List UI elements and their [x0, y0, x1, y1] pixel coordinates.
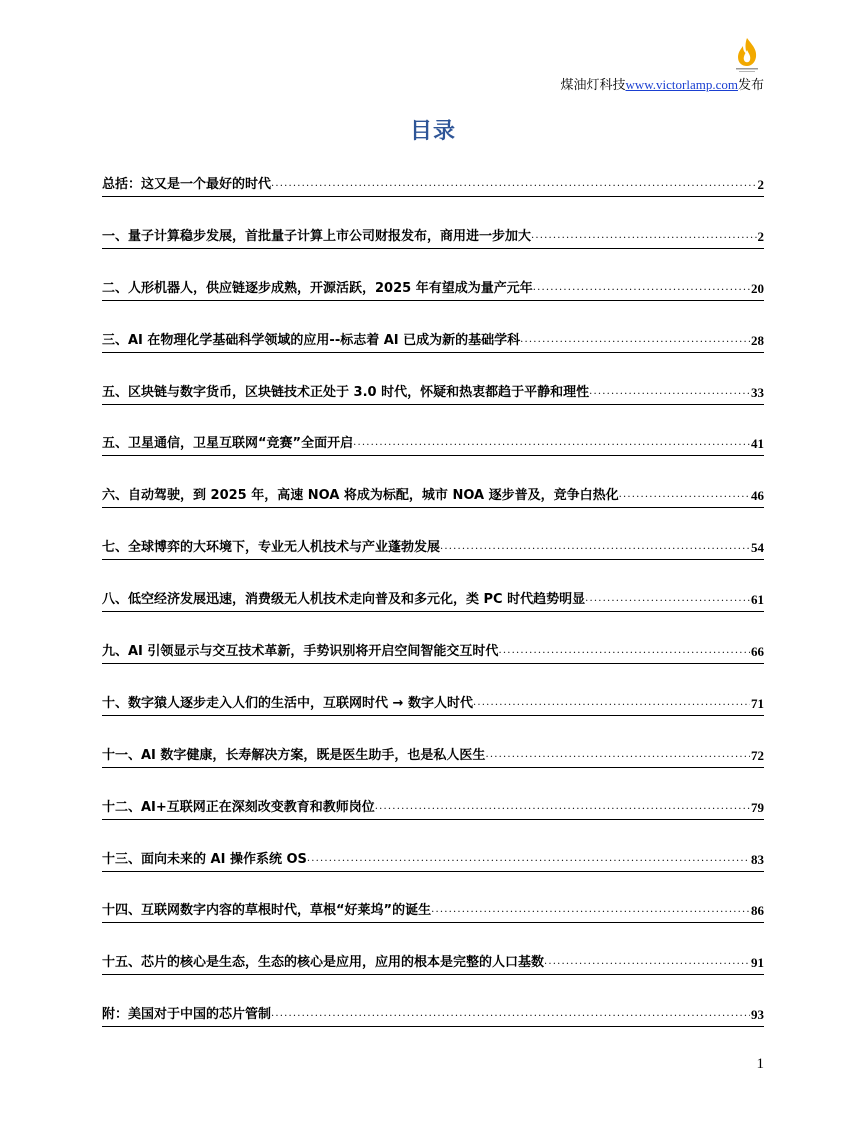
toc-entry-page: 41 — [751, 436, 764, 452]
toc-entry[interactable] — [102, 896, 764, 923]
toc-entry[interactable] — [102, 378, 764, 405]
toc-entry-page: 20 — [751, 280, 764, 296]
toc-entry-title: 总括：这又是一个最好的时代 — [102, 177, 272, 192]
toc-entry-page: 72 — [751, 747, 764, 763]
toc-entry-title: 十二、AI+互联网正在深刻改变教育和教师岗位 — [102, 799, 375, 815]
toc-entry-title: 二、人形机器人，供应链逐步成熟，开源活跃，2025 年有望成为量产元年 — [102, 280, 533, 296]
toc-dot-leader — [307, 850, 750, 871]
toc-entry-title: 十一、AI 数字健康，长寿解决方案，既是医生助手，也是私人医生 — [102, 747, 486, 763]
toc-dot-leader — [531, 227, 756, 248]
toc-entry[interactable] — [102, 793, 764, 820]
toc-entry[interactable] — [102, 689, 764, 716]
toc-dot-leader — [431, 901, 750, 922]
toc-dot-leader — [271, 175, 756, 196]
toc-entry-title: 五、卫星通信，卫星互联网“竞赛”全面开启 — [102, 436, 354, 452]
toc-entry-title: 十四、互联网数字内容的草根时代，草根“好莱坞”的诞生 — [102, 903, 432, 919]
toc-entry[interactable] — [102, 1000, 764, 1027]
toc-dot-leader — [440, 538, 750, 559]
toc-entry-page: 33 — [751, 384, 764, 400]
toc-dot-leader — [375, 798, 750, 819]
toc-dot-leader — [520, 331, 750, 352]
toc-entry[interactable] — [102, 274, 764, 301]
toc-dot-leader — [353, 434, 750, 455]
toc-entry-page: 54 — [751, 540, 764, 556]
publisher-url-link[interactable]: www.victorlamp.com — [625, 77, 738, 92]
toc-dot-leader — [544, 953, 750, 974]
toc-entry[interactable] — [102, 170, 764, 197]
toc-entry[interactable] — [102, 481, 764, 508]
toc-entry[interactable] — [102, 533, 764, 560]
flame-logo-icon — [730, 36, 764, 74]
table-of-contents — [102, 170, 764, 1052]
toc-entry-title: 一、量子计算稳步发展，首批量子计算上市公司财报发布，商用进一步加大 — [102, 228, 532, 244]
toc-entry-page: 91 — [751, 955, 764, 971]
page-title: 目录 — [409, 119, 456, 144]
toc-dot-leader — [498, 642, 750, 663]
toc-dot-leader — [473, 694, 750, 715]
toc-entry[interactable] — [102, 585, 764, 612]
toc-dot-leader — [271, 1005, 750, 1026]
toc-entry-title: 九、AI 引领显示与交互技术革新，手势识别将开启空间智能交互时代 — [102, 644, 499, 660]
toc-entry-title: 十五、芯片的核心是生态，生态的核心是应用，应用的根本是完整的人口基数 — [102, 955, 545, 971]
toc-entry-title: 十三、面向未来的 AI 操作系统 OS — [102, 851, 307, 867]
toc-entry-page: 71 — [751, 695, 764, 711]
toc-entry-page: 61 — [751, 592, 764, 608]
toc-entry-page: 93 — [751, 1007, 764, 1023]
toc-entry-page: 79 — [751, 799, 764, 815]
publisher-name: 煤油灯科技 — [560, 77, 626, 92]
toc-entry-page: 83 — [751, 851, 764, 867]
toc-dot-leader — [485, 746, 750, 767]
toc-dot-leader — [533, 279, 750, 300]
toc-dot-leader — [585, 590, 750, 611]
toc-entry-page: 46 — [751, 488, 764, 504]
toc-entry[interactable] — [102, 948, 764, 975]
page-number: 1 — [756, 1056, 764, 1072]
toc-entry-page: 28 — [751, 332, 764, 348]
toc-dot-leader — [589, 383, 750, 404]
publisher-suffix: 发布 — [737, 77, 764, 92]
toc-entry-title: 三、AI 在物理化学基础科学领域的应用--标志着 AI 已成为新的基础学科 — [102, 332, 521, 348]
toc-entry[interactable] — [102, 326, 764, 353]
toc-entry-page: 2 — [757, 228, 764, 244]
toc-entry[interactable] — [102, 222, 764, 249]
toc-entry-title: 附：美国对于中国的芯片管制 — [102, 1007, 272, 1023]
toc-entry[interactable] — [102, 429, 764, 456]
toc-entry[interactable] — [102, 845, 764, 872]
toc-entry-page: 86 — [751, 903, 764, 919]
toc-entry[interactable] — [102, 741, 764, 768]
toc-entry-title: 七、全球博弈的大环境下，专业无人机技术与产业蓬勃发展 — [102, 540, 441, 556]
toc-entry[interactable] — [102, 637, 764, 664]
toc-entry-title: 五、区块链与数字货币，区块链技术正处于 3.0 时代，怀疑和热衷都趋于平静和理性 — [102, 384, 590, 400]
toc-entry-title: 八、低空经济发展迅速，消费级无人机技术走向普及和多元化，类 PC 时代趋势明显 — [102, 592, 586, 608]
toc-entry-page: 2 — [757, 177, 764, 192]
publisher-line — [560, 74, 764, 93]
toc-entry-title: 十、数字猿人逐步走入人们的生活中，互联网时代 → 数字人时代 — [102, 695, 473, 711]
toc-entry-page: 66 — [751, 644, 764, 660]
toc-entry-title: 六、自动驾驶，到 2025 年，高速 NOA 将成为标配，城市 NOA 逐步普及，竞争白热化 — [102, 488, 619, 504]
toc-dot-leader — [619, 486, 750, 507]
